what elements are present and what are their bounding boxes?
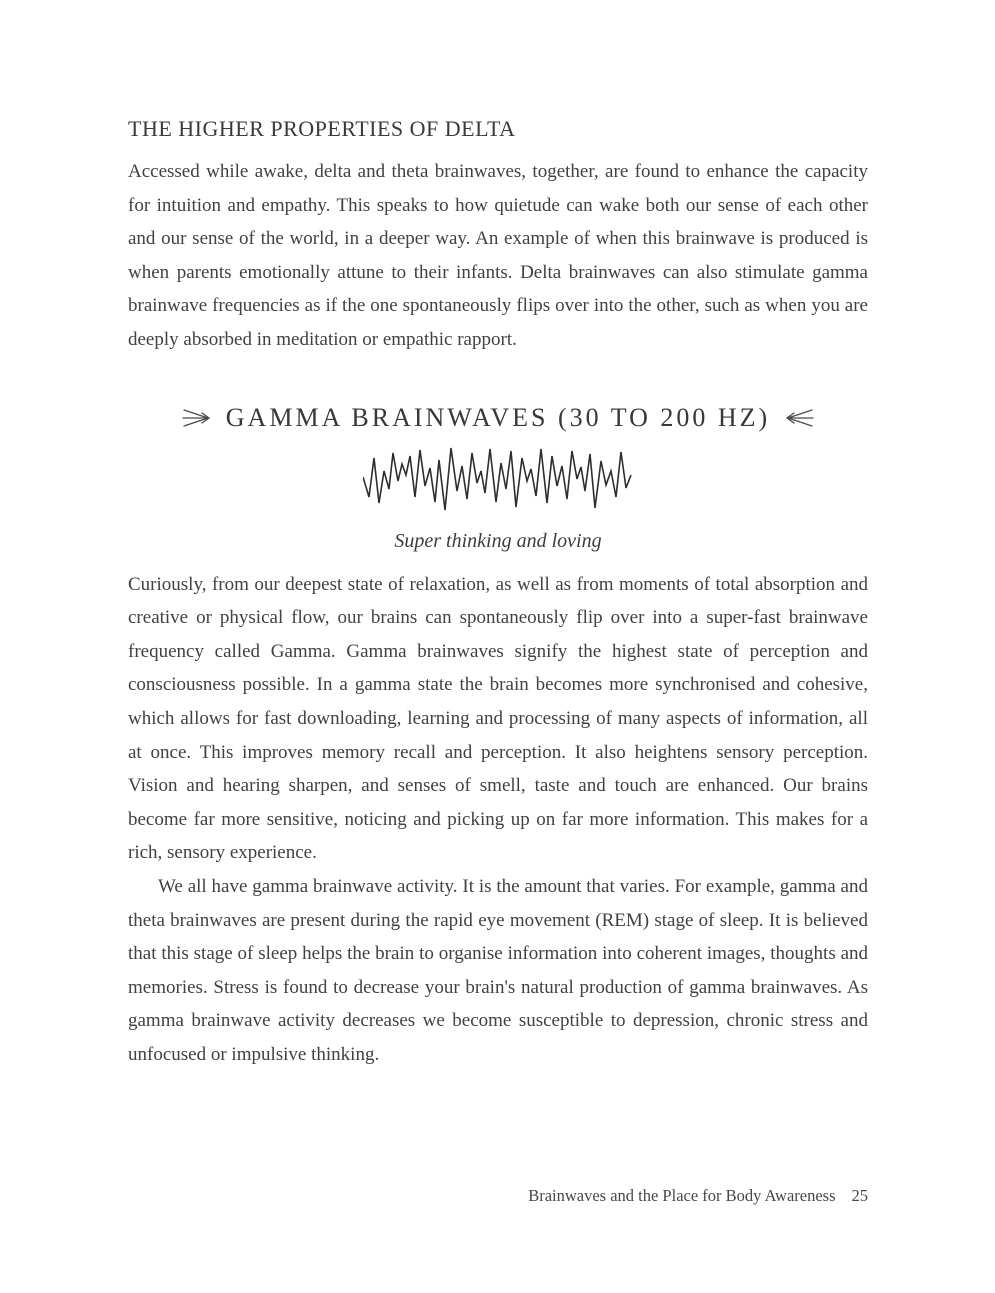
running-title: Brainwaves and the Place for Body Awareness bbox=[528, 1186, 836, 1205]
left-arrow-ornament-icon bbox=[784, 407, 814, 429]
delta-section-heading: THE HIGHER PROPERTIES OF DELTA bbox=[128, 116, 516, 141]
gamma-heading-row bbox=[128, 403, 868, 433]
gamma-caption: Super thinking and loving bbox=[394, 529, 602, 552]
right-arrow-ornament-icon bbox=[182, 407, 212, 429]
gamma-waveform-figure bbox=[128, 441, 868, 516]
gamma-waveform-icon bbox=[363, 441, 633, 516]
page-footer bbox=[528, 1186, 868, 1206]
gamma-section-heading: GAMMA BRAINWAVES (30 TO 200 HZ) bbox=[225, 402, 771, 432]
gamma-waveform-line bbox=[363, 448, 631, 510]
gamma-paragraph-1: Curiously, from our deepest state of relaxation, as well as from moments of total absorption and creative or physical flow, our brains can spontaneously flip over into a super-fast brainwave frequency called Gamma. Gamma brainwaves signify the highest state of perception and consciousness possible. In a gamma state the brain becomes more synchronised and cohesive, which allows for fast downloading, learning and processing of many aspects of information, all at once. This improves memory recall and perception. It also heightens sensory perception. Vision and hearing sharpen, and senses of smell, taste and touch are enhanced. Our brains become far more sensitive, noticing and picking up on far more information. This makes for a rich, sensory experience. bbox=[128, 573, 868, 864]
gamma-paragraph-2: We all have gamma brainwave activity. It is the amount that varies. For example, gamma and theta brainwaves are present during the rapid eye movement (REM) stage of sleep. It is believed that this stage of sleep helps the brain to organise information into coherent images, thoughts and memories. Stress is found to decrease your brain's natural production of gamma brainwaves. As gamma brainwave activity decreases we become susceptible to depression, chronic stress and unfocused or impulsive thinking. bbox=[128, 875, 868, 1065]
delta-section-paragraph: Accessed while awake, delta and theta brainwaves, together, are found to enhance the capacity for intuition and empathy. This speaks to how quietude can wake both our sense of each other and our sense of the world, in a deeper way. An example of when this brainwave is produced is when parents emotionally attune to their infants. Delta brainwaves can also stimulate gamma brainwave frequencies as if the one spontaneously flips over into the other, such as when you are deeply absorbed in meditation or empathic rapport. bbox=[128, 161, 868, 350]
page-number: 25 bbox=[851, 1186, 868, 1205]
